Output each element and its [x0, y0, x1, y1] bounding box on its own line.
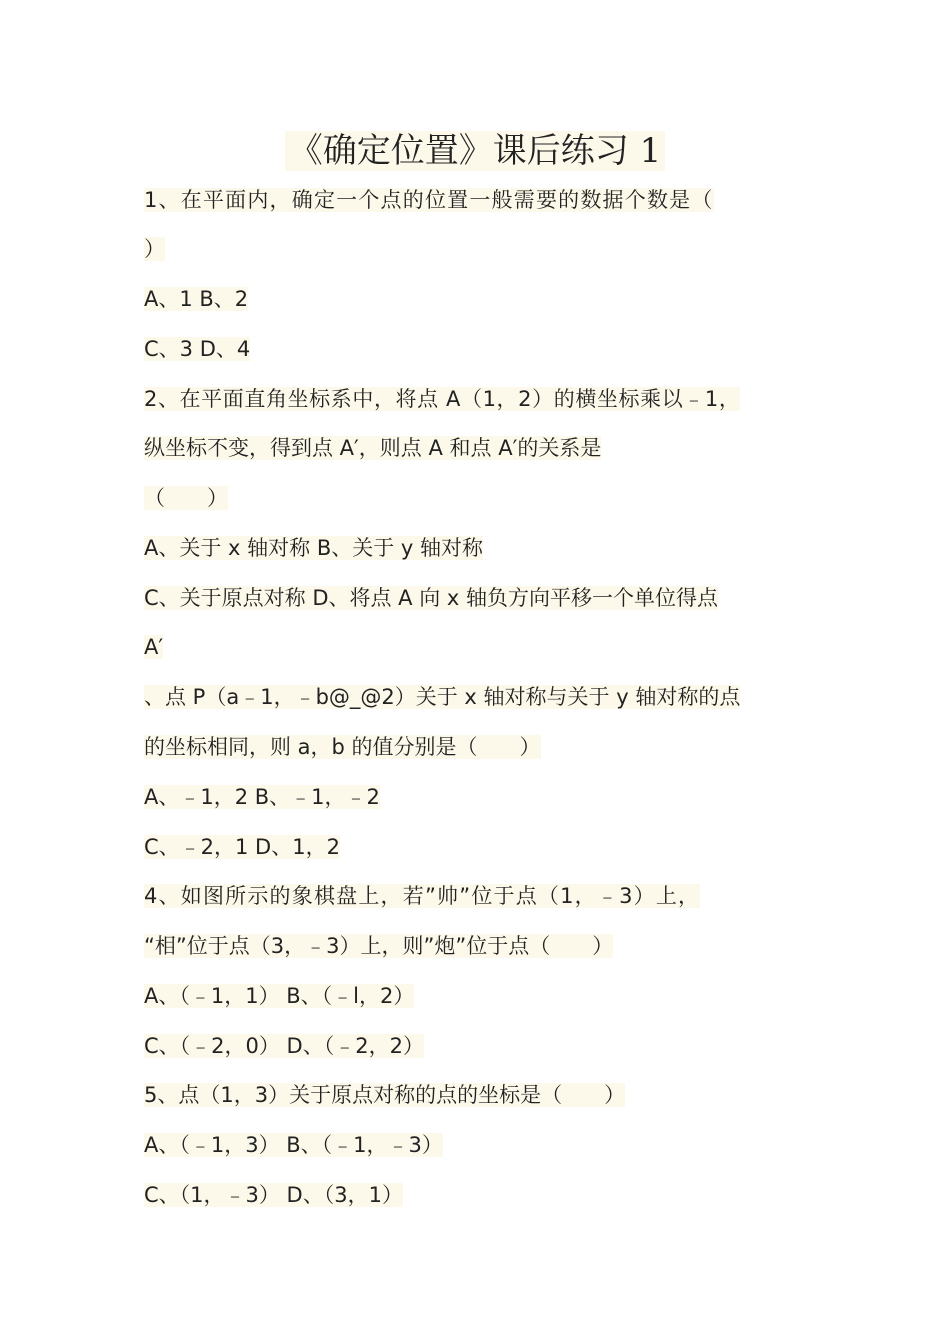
question-3-options-ab: A、﹣1，2 B、﹣1，﹣2: [144, 785, 380, 809]
question-1-options-cd: C、3 D、4: [144, 337, 251, 361]
question-2-stem-line-1: 2、在平面直角坐标系中，将点 A（1，2）的横坐标乘以﹣1，: [144, 387, 741, 411]
question-2-options-cd-cont: A′: [144, 635, 164, 659]
question-5-options-ab: A、（﹣1，3） B、（﹣1，﹣3）: [144, 1133, 443, 1157]
question-4-stem-line-1: 4、如图所示的象棋盘上，若”帅”位于点（1，﹣3）上，: [144, 884, 701, 908]
question-4-stem-line-2: “相”位于点（3，﹣3）上，则”炮”位于点（ ）: [144, 934, 614, 958]
question-1-paren: ）: [144, 237, 165, 261]
question-3-stem-line-1: 、点 P（a﹣1，﹣b@_@2）关于 x 轴对称与关于 y 轴对称的点: [144, 685, 741, 709]
question-2-paren: （ ）: [144, 486, 228, 510]
question-1-stem: 1、在平面内，确定一个点的位置一般需要的数据个数是（: [144, 188, 714, 212]
question-2-options-ab: A、关于 x 轴对称 B、关于 y 轴对称: [144, 536, 484, 560]
question-5-stem: 5、点（1，3）关于原点对称的点的坐标是（ ）: [144, 1083, 626, 1107]
question-1-options-ab: A、1 B、2: [144, 287, 249, 311]
question-2-stem-line-2: 纵坐标不变，得到点 A′，则点 A 和点 A′的关系是: [144, 436, 602, 460]
question-5-options-cd: C、（1，﹣3） D、（3，1）: [144, 1183, 403, 1207]
page-title: 《确定位置》课后练习 1: [0, 126, 950, 176]
question-4-options-ab: A、（﹣1，1） B、（﹣l，2）: [144, 984, 415, 1008]
question-3-stem-line-2: 的坐标相同，则 a，b 的值分别是（ ）: [144, 735, 541, 759]
question-4-options-cd: C、（﹣2，0） D、（﹣2，2）: [144, 1034, 424, 1058]
question-3-options-cd: C、﹣2，1 D、1，2: [144, 835, 340, 859]
question-2-options-cd: C、关于原点对称 D、将点 A 向 x 轴负方向平移一个单位得点: [144, 586, 719, 610]
